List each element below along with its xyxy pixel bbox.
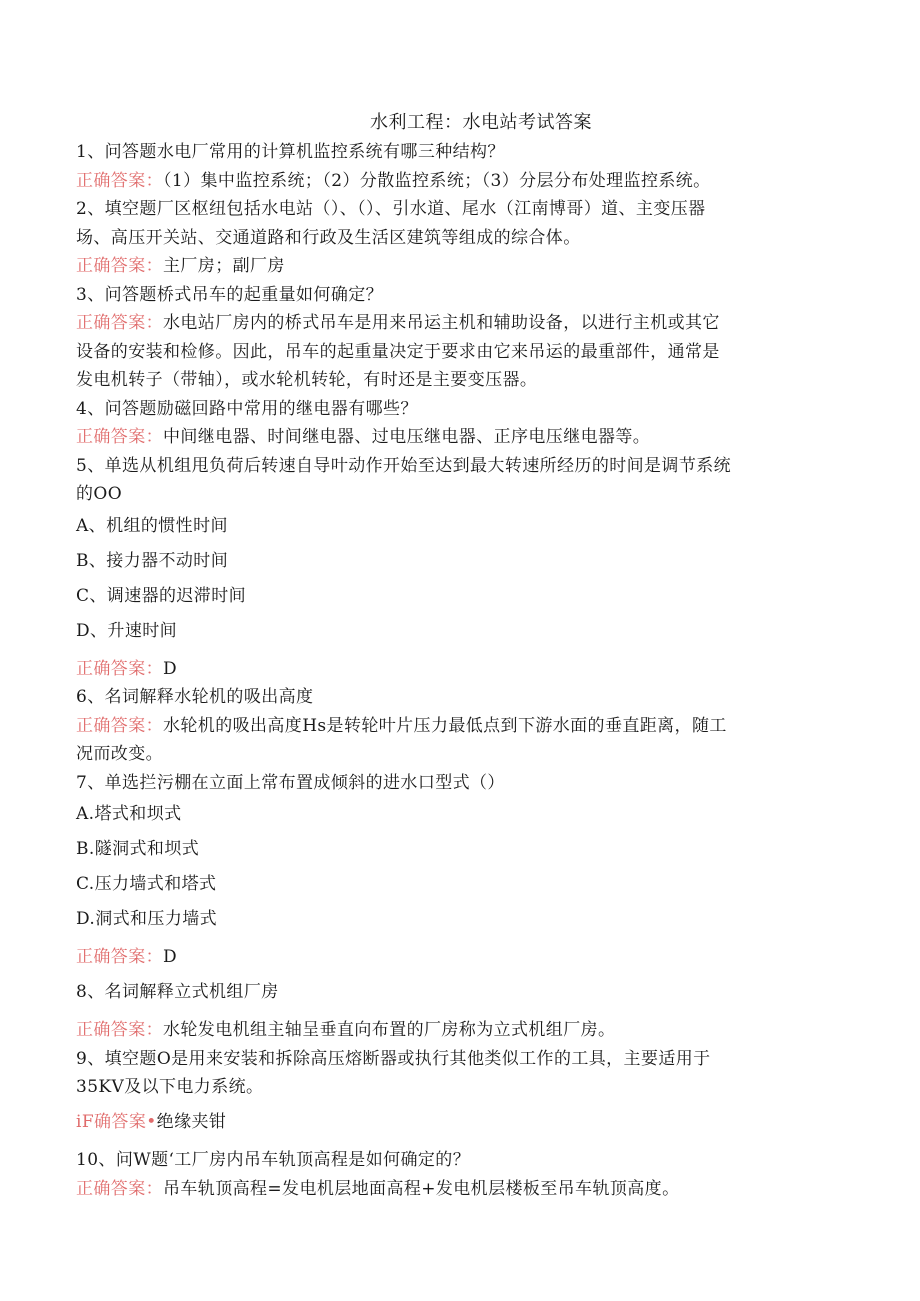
answer-label: iF确答案•	[76, 1111, 157, 1132]
answer-6-line-2: 况而改变。	[76, 744, 163, 764]
answer-3-line-3: 发电机转子（带轴），或水轮机转轮，有时还是主要变压器。	[76, 370, 538, 390]
answer-label: 正确答案：	[76, 313, 163, 333]
option-d: D.洞式和压力墙式	[76, 909, 218, 929]
answer-label: 正确答案：	[76, 658, 163, 679]
option-c: C.压力墙式和塔式	[76, 874, 217, 894]
answer-text: 水轮发电机组主轴呈垂直向布置的厂房称为立式机组厂房。	[163, 1020, 616, 1040]
answer-label: 正确答案：	[76, 427, 163, 447]
question-5-line-1: 5、单选从机组甩负荷后转速自导叶动作开始至达到最大转速所经历的时间是调节系统	[76, 455, 732, 476]
answer-9	[76, 1108, 846, 1137]
option-c: C、调速器的迟滞时间	[76, 585, 247, 606]
answer-text: （1）集中监控系统；（2）分散监控系统；（3）分层分布处理监控系统。	[163, 170, 711, 191]
answer-label: 正确答案：	[76, 1020, 163, 1040]
option-b: B、接力器不动时间	[76, 550, 229, 571]
answer-label: 正确答案：	[76, 256, 163, 276]
answer-5	[76, 655, 846, 684]
answer-text: 绝缘夹钳	[156, 1111, 227, 1132]
answer-label: 正确答案：	[76, 170, 163, 191]
option-a: A.塔式和坝式	[76, 804, 182, 824]
option-d: D、升速时间	[76, 620, 178, 641]
question-2-line-2: 场、高压开关站、交通道路和行政及生活区建筑等组成的综合体。	[76, 227, 581, 248]
question-7: 7、单选拦污棚在立面上常布置成倾斜的进水口型式（）	[76, 772, 505, 793]
answer-6-line-1	[76, 712, 846, 741]
answer-10	[76, 1175, 846, 1204]
question-2-line-1: 2、填空题厂区枢纽包括水电站（）、（）、引水道、尾水（江南博哥）道、主变压器	[76, 199, 706, 219]
question-6: 6、名词解释水轮机的吸出高度	[76, 687, 314, 707]
answer-2	[76, 252, 846, 281]
answer-3-line-1	[76, 309, 846, 338]
answer-8	[76, 1016, 846, 1045]
answer-3-line-2: 设备的安装和检修。因此，吊车的起重量决定于要求由它来吊运的最重部件，通常是	[76, 341, 720, 362]
question-8: 8、名词解释立式机组厂房	[76, 981, 279, 1002]
answer-4	[76, 423, 846, 452]
answer-text: D	[163, 658, 178, 679]
answer-label: 正确答案：	[76, 715, 163, 736]
question-9-line-2: 35KV及以下电力系统。	[76, 1077, 264, 1097]
question-5-line-2: 的OO	[76, 484, 123, 504]
answer-text: 水电站厂房内的桥式吊车是用来吊运主机和辅助设备，以进行主机或其它	[163, 313, 720, 333]
page-title: 水利工程：水电站考试答案	[370, 112, 592, 133]
answer-7	[76, 943, 846, 972]
answer-label: 正确答案：	[76, 1178, 163, 1199]
question-4: 4、问答题励磁回路中常用的继电器有哪些？	[76, 398, 418, 419]
answer-1	[76, 167, 846, 196]
option-b: B.隧洞式和坝式	[76, 839, 200, 859]
question-3: 3、问答题桥式吊车的起重量如何确定？	[76, 284, 384, 305]
answer-text: 中间继电器、时间继电器、过电压继电器、正序电压继电器等。	[163, 427, 651, 447]
question-9-line-1: 9、填空题O是用来安装和拆除高压熔断器或执行其他类似工作的工具，主要适用于	[76, 1048, 711, 1069]
answer-label: 正确答案：	[76, 947, 163, 967]
answer-text: D	[163, 947, 178, 967]
answer-text: 主厂房；副厂房	[163, 256, 285, 276]
question-1: 1、问答题水电厂常用的计算机监控系统有哪三种结构？	[76, 142, 505, 162]
document-page	[76, 108, 846, 1203]
question-10: 10、问W题‘工厂房内吊车轨顶高程是如何确定的？	[76, 1150, 471, 1170]
answer-text: 吊车轨顶高程=发电机层地面高程+发电机层楼板至吊车轨顶高度。	[163, 1178, 680, 1199]
answer-text: 水轮机的吸出高度Hs是转轮叶片压力最低点到下游水面的垂直距离，随工	[163, 715, 727, 736]
option-a: A、机组的惯性时间	[76, 515, 228, 536]
